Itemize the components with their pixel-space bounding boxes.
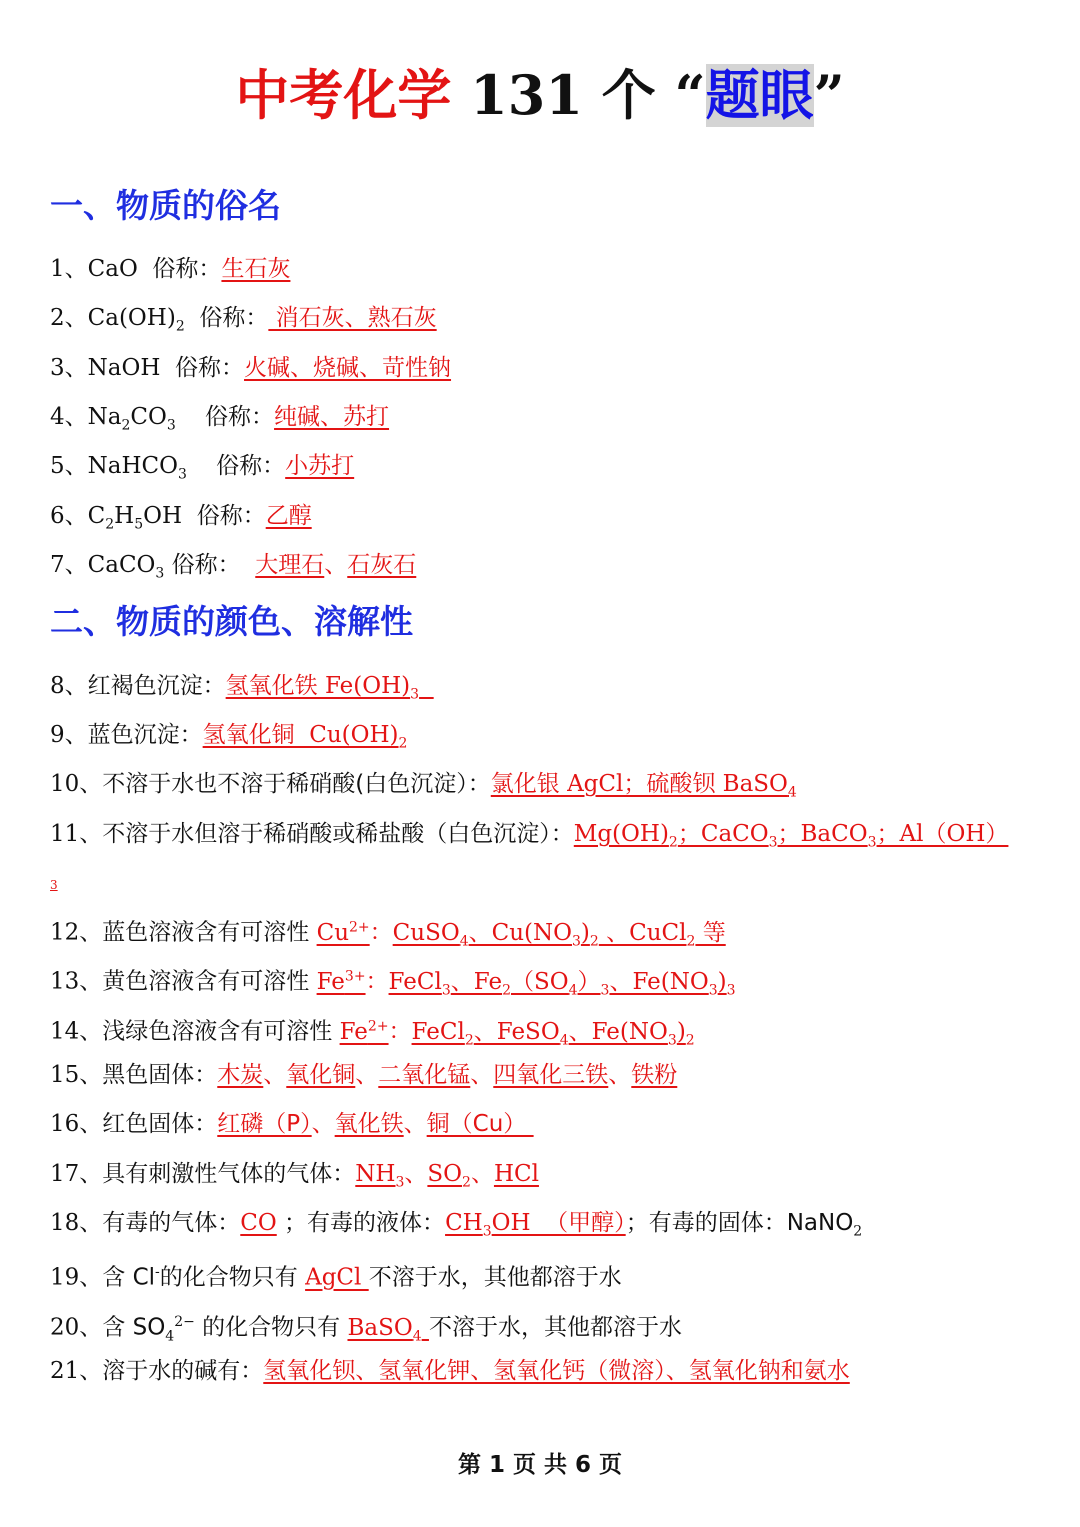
answer-21: 氢氧化钡、氢氧化钾、氢氧化钙（微溶）、氢氧化钠和氨水 bbox=[263, 1358, 850, 1384]
answer-3: 火碱、烧碱、苛性钠 bbox=[244, 355, 452, 381]
answer-10: 氯化银 AgCl；硫酸钡 BaSO$_4$ bbox=[490, 771, 797, 801]
answer-5: 小苏打 bbox=[285, 453, 355, 479]
list-item-21: 21、溶于水的碱有：氢氧化钡、氢氧化钾、氢氧化钙（微溶）、氢氧化钠和氨水 bbox=[50, 1358, 850, 1384]
list-item-19: 19、含 Cl-的化合物只有 AgCl 不溶于水，其他都溶于水 bbox=[50, 1264, 622, 1291]
list-item-6: 6、$C_2H_5OH$ 俗称：乙醇 bbox=[50, 503, 312, 533]
list-item-3: 3、NaOH 俗称：火碱、烧碱、苛性钠 bbox=[50, 355, 452, 381]
list-item-9: 9、蓝色沉淀：氢氧化铜 $Cu(OH)_2$ bbox=[50, 722, 408, 752]
list-item-11: 11、不溶于水但溶于稀硝酸或稀盐酸（白色沉淀）：$Mg(OH)_2$；CaCO$_3$；BaCO$_3$；Al（OH） bbox=[50, 821, 1009, 851]
answer-11: $Mg(OH)_2$；CaCO$_3$；BaCO$_3$；Al（OH） bbox=[573, 821, 1009, 851]
list-item-8: 8、红褐色沉淀：氢氧化铁 $Fe(OH)_3$ bbox=[50, 670, 434, 711]
list-item-18: 18、有毒的气体：CO ；有毒的液体：$CH_3OH$ （甲醇）；有毒的固体：NaNO$_2$ bbox=[50, 1210, 863, 1240]
list-item-4: 4、$Na_2CO_3$ 俗称：纯碱、苏打 bbox=[50, 404, 390, 434]
title-highlight: 题眼 bbox=[705, 64, 814, 127]
section-heading-2: 二、物质的颜色、溶解性 bbox=[50, 602, 413, 641]
answer-4: 纯碱、苏打 bbox=[274, 404, 390, 430]
list-item-14: 14、浅绿色溶液含有可溶性 $Fe^{2+}$：FeCl$_2$、FeSO$_4$、$Fe(NO_3)_2$ bbox=[50, 1018, 695, 1049]
list-item-20: 20、含 $SO_4^{2-}$ 的化合物只有 BaSO$_4$ 不溶于水，其他都溶于水 bbox=[50, 1314, 682, 1345]
section-heading-1: 一、物质的俗名 bbox=[50, 186, 281, 225]
list-item-13: 13、黄色溶液含有可溶性 $Fe^{3+}$：FeCl$_3$、$Fe_2(SO_4)_3$、$Fe(NO_3)_3$ bbox=[50, 968, 736, 999]
answer-11-subscript: 3 bbox=[50, 878, 58, 892]
list-item-12: 12、蓝色溶液含有可溶性 $Cu^{2+}$：CuSO$_4$、$Cu(NO_3)_2$ 、CuCl$_2$ 等 bbox=[50, 919, 726, 950]
list-item-15: 15、黑色固体：木炭、氧化铜、二氧化锰、四氧化三铁、铁粉 bbox=[50, 1062, 678, 1088]
answer-13: FeCl$_3$、$Fe_2(SO_4)_3$、$Fe(NO_3)_3$ bbox=[388, 968, 736, 999]
answer-6: 乙醇 bbox=[265, 503, 312, 529]
answer-7a: 大理石 bbox=[255, 552, 325, 578]
answer-7b: 石灰石 bbox=[347, 552, 417, 578]
answer-2: 消石灰、熟石灰 bbox=[268, 305, 437, 331]
answer-9: 氢氧化铜 $Cu(OH)_2$ bbox=[202, 722, 408, 752]
answer-8: 氢氧化铁 $Fe(OH)_3$ bbox=[225, 673, 420, 703]
page-title bbox=[0, 52, 1080, 138]
page-footer: 第 1 页 共 6 页 bbox=[457, 1452, 623, 1478]
list-item-2: 2、$Ca(OH)_2$ 俗称： 消石灰、熟石灰 bbox=[50, 305, 437, 335]
list-item-7: 7、CaCO$_3$ 俗称： 大理石、石灰石 bbox=[50, 552, 417, 582]
title-main: 中考化学 bbox=[235, 64, 452, 127]
list-item-1: 1、CaO 俗称：生石灰 bbox=[50, 256, 291, 282]
answer-1: 生石灰 bbox=[221, 256, 291, 282]
title-quote-close: ” bbox=[813, 63, 845, 127]
list-item-10: 10、不溶于水也不溶于稀硝酸(白色沉淀）：氯化银 AgCl；硫酸钡 BaSO$_4$ bbox=[50, 771, 797, 801]
answer-14: FeCl$_2$、FeSO$_4$、$Fe(NO_3)_2$ bbox=[411, 1018, 695, 1049]
list-item-16: 16、红色固体：红磷（P）、氧化铁、铜（Cu） bbox=[50, 1111, 534, 1137]
list-item-17: 17、具有刺激性气体的气体：$NH_3$、$SO_2$、HCl bbox=[50, 1161, 539, 1191]
answer-12: CuSO$_4$、$Cu(NO_3)_2$ 、CuCl$_2$ 等 bbox=[392, 919, 726, 950]
title-count: 131 个 “ bbox=[451, 63, 706, 127]
list-item-5: 5、NaHCO$_3$ 俗称：小苏打 bbox=[50, 453, 355, 483]
